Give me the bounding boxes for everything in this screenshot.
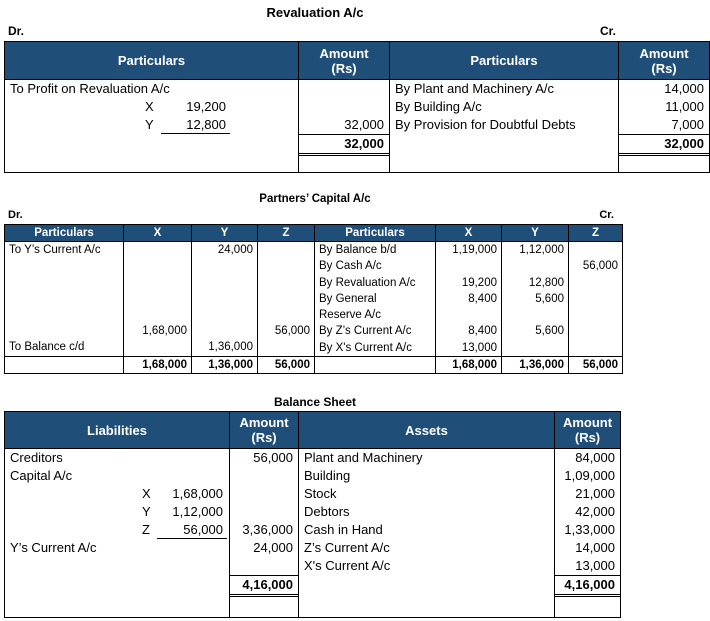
balance-y-current-amount: 24,000 bbox=[253, 540, 293, 555]
revaluation-credit-label-1: By Building A/c bbox=[395, 99, 482, 114]
capital-z-header-cr: Z bbox=[569, 225, 623, 242]
revaluation-debit-total: 32,000 bbox=[299, 134, 389, 156]
capital-credit-y-5: 5,600 bbox=[535, 325, 564, 338]
balance-capital-label: Capital A/c bbox=[10, 468, 73, 483]
capital-credit-z-1: 56,000 bbox=[582, 260, 618, 273]
capital-y-header-cr: Y bbox=[502, 225, 569, 242]
balance-creditors-amount: 56,000 bbox=[253, 450, 293, 465]
capital-credit-total-z: 56,000 bbox=[569, 357, 623, 374]
balance-asset-label-5: Z’s Current A/c bbox=[304, 540, 390, 555]
capital-title: Partners’ Capital A/c bbox=[259, 193, 371, 205]
revaluation-credit-amount-1: 11,000 bbox=[665, 99, 704, 114]
revaluation-amount-header-cr: Amount (Rs) bbox=[619, 42, 710, 80]
capital-debit-total-z: 56,000 bbox=[258, 357, 315, 374]
balance-amount-header-left: Amount (Rs) bbox=[230, 412, 299, 449]
capital-particulars-header-dr: Particulars bbox=[5, 225, 124, 242]
revaluation-y-share: Y 12,800 bbox=[5, 116, 298, 134]
revaluation-dr-label: Dr. bbox=[8, 24, 25, 38]
balance-assets-total: 4,16,000 bbox=[555, 575, 620, 597]
balance-asset-label-0: Plant and Machinery bbox=[304, 450, 423, 465]
capital-credit-y-0: 1,12,000 bbox=[519, 244, 564, 256]
capital-debit-y-0: 24,000 bbox=[217, 244, 253, 256]
balance-capital-y: Y 1,12,000 bbox=[142, 504, 223, 519]
capital-credit-label-2: By Revaluation A/c bbox=[319, 276, 416, 289]
capital-y-header-dr: Y bbox=[192, 225, 258, 242]
balance-capital-x: X 1,68,000 bbox=[142, 486, 223, 501]
capital-credit-x-5: 8,400 bbox=[468, 325, 497, 338]
capital-credit-label-3: By General bbox=[319, 292, 377, 305]
balance-asset-label-4: Cash in Hand bbox=[304, 522, 383, 537]
revaluation-particulars-header-cr: Particulars bbox=[390, 42, 619, 80]
capital-cr-label: Cr. bbox=[599, 209, 614, 221]
capital-dr-label: Dr. bbox=[8, 209, 23, 221]
revaluation-credit-amount-0: 14,000 bbox=[664, 81, 704, 96]
balance-asset-amount-4: 1,33,000 bbox=[564, 522, 615, 537]
capital-credit-y-3: 5,600 bbox=[535, 292, 564, 305]
capital-debit-total-y: 1,36,000 bbox=[192, 357, 258, 374]
capital-credit-label-1: By Cash A/c bbox=[319, 260, 382, 273]
balance-liabilities-header: Liabilities bbox=[5, 412, 230, 449]
capital-credit-label-6: By X's Current A/c bbox=[319, 341, 412, 354]
revaluation-debit-subtotal: 32,000 bbox=[344, 117, 384, 132]
revaluation-title: Revaluation A/c bbox=[266, 5, 364, 20]
revaluation-table bbox=[4, 41, 710, 173]
balance-asset-amount-3: 42,000 bbox=[575, 504, 615, 519]
capital-debit-z-1: 56,000 bbox=[274, 325, 310, 337]
balance-asset-amount-5: 14,000 bbox=[575, 540, 615, 555]
revaluation-credit-label-2: By Provision for Doubtful Debts bbox=[395, 117, 576, 132]
revaluation-credit-label-0: By Plant and Machinery A/c bbox=[395, 81, 554, 96]
balance-liabilities-total: 4,16,000 bbox=[230, 575, 298, 597]
balance-sheet-table bbox=[4, 411, 621, 618]
balance-asset-label-1: Building bbox=[304, 468, 351, 483]
capital-particulars-header-cr: Particulars bbox=[315, 225, 436, 242]
capital-z-header-dr: Z bbox=[258, 225, 315, 242]
revaluation-particulars-header-dr: Particulars bbox=[5, 42, 299, 80]
capital-credit-label-4: Reserve A/c bbox=[319, 309, 381, 322]
capital-credit-total-x: 1,68,000 bbox=[436, 357, 502, 374]
capital-x-header-dr: X bbox=[124, 225, 192, 242]
capital-debit-x-1: 1,68,000 bbox=[142, 325, 187, 337]
balance-asset-amount-6: 13,000 bbox=[575, 558, 615, 573]
revaluation-cr-label: Cr. bbox=[599, 24, 616, 38]
balance-amount-header-right: Amount (Rs) bbox=[555, 412, 621, 449]
capital-credit-total-y: 1,36,000 bbox=[502, 357, 569, 374]
balance-capital-z: Z 56,000 bbox=[5, 521, 229, 539]
balance-asset-amount-2: 21,000 bbox=[575, 486, 615, 501]
revaluation-credit-amount-2: 7,000 bbox=[671, 117, 704, 132]
capital-debit-label-1: To Balance c/d bbox=[9, 341, 85, 353]
balance-asset-amount-0: 84,000 bbox=[575, 450, 615, 465]
revaluation-credit-total: 32,000 bbox=[619, 134, 709, 156]
capital-table bbox=[4, 224, 623, 374]
balance-asset-label-3: Debtors bbox=[304, 504, 350, 519]
capital-credit-x-0: 1,19,000 bbox=[452, 244, 497, 256]
capital-credit-label-5: By Z’s Current A/c bbox=[319, 325, 412, 338]
balance-assets-header: Assets bbox=[299, 412, 555, 449]
capital-debit-label-0: To Y’s Current A/c bbox=[9, 244, 101, 256]
capital-credit-x-6: 13,000 bbox=[461, 341, 497, 354]
capital-debit-total-x: 1,68,000 bbox=[124, 357, 192, 374]
balance-asset-amount-1: 1,09,000 bbox=[564, 468, 615, 483]
revaluation-amount-header-dr: Amount (Rs) bbox=[299, 42, 390, 80]
revaluation-x-share: X 19,200 bbox=[145, 99, 226, 114]
capital-debit-y-1: 1,36,000 bbox=[208, 341, 253, 353]
capital-credit-label-0: By Balance b/d bbox=[319, 244, 397, 256]
balance-y-current-label: Y’s Current A/c bbox=[10, 540, 97, 555]
balance-sheet-title: Balance Sheet bbox=[273, 395, 357, 409]
revaluation-profit-label: To Profit on Revaluation A/c bbox=[10, 81, 170, 96]
capital-credit-y-2: 12,800 bbox=[528, 276, 564, 289]
capital-credit-x-3: 8,400 bbox=[468, 292, 497, 305]
capital-x-header-cr: X bbox=[436, 225, 502, 242]
balance-capital-total: 3,36,000 bbox=[242, 522, 293, 537]
balance-asset-label-2: Stock bbox=[304, 486, 337, 501]
capital-credit-x-2: 19,200 bbox=[461, 276, 497, 289]
balance-asset-label-6: X's Current A/c bbox=[304, 558, 391, 573]
balance-creditors-label: Creditors bbox=[10, 450, 63, 465]
